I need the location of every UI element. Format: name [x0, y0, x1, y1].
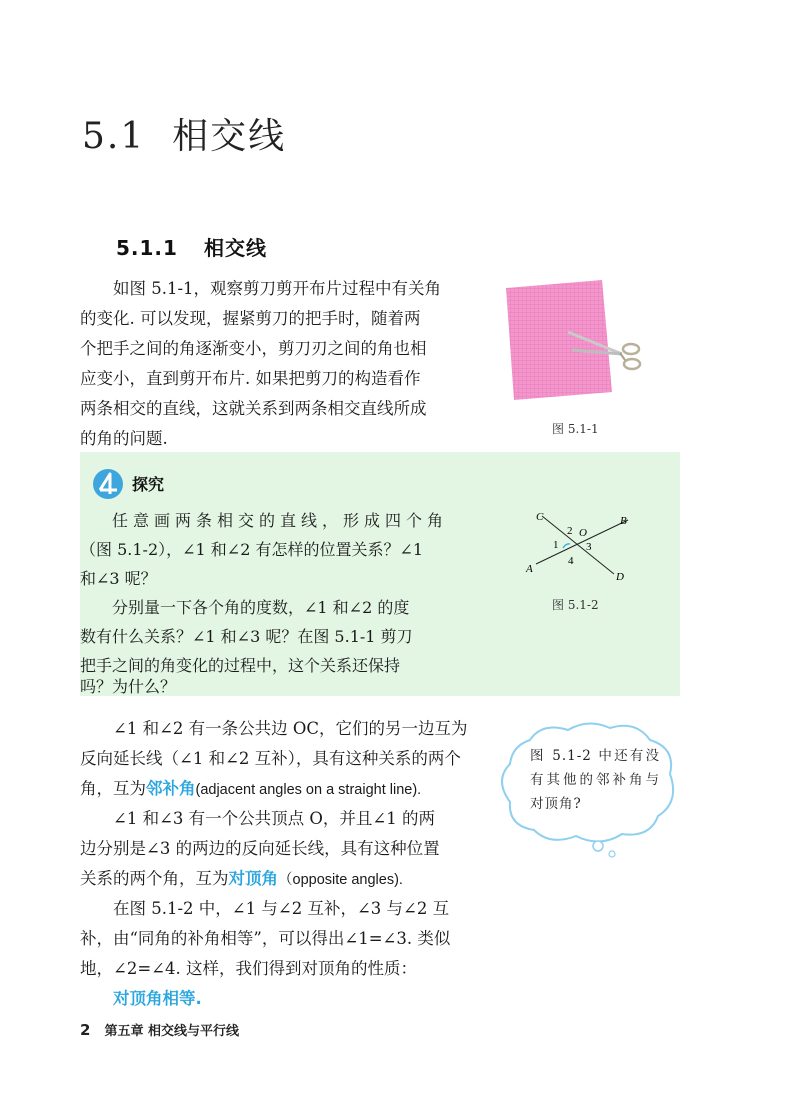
- subsection-title: [116, 232, 267, 261]
- angle-4-label: 4: [568, 555, 574, 567]
- term-adjacent-angles: 邻补角: [146, 779, 196, 798]
- point-c-label: C: [536, 511, 544, 523]
- explore-p2-line-4: 吗？为什么？: [80, 677, 177, 696]
- point-d-label: D: [616, 571, 624, 583]
- p1-line-1: ∠1 和∠2 有一条公共边 OC，它们的另一边互为: [113, 719, 468, 738]
- term-adjacent-angles-en: (adjacent angles on a straight line).: [195, 782, 422, 798]
- p2-line-1: ∠1 和∠3 有一个公共顶点 O，并且∠1 的两: [113, 809, 435, 828]
- explore-p2-line-2: 数有什么关系？∠1 和∠3 呢？在图 5.1-1 剪刀: [80, 627, 413, 646]
- explore-p2-line-1: 分别量一下各个角的度数，∠1 和∠2 的度: [112, 598, 410, 617]
- figure2-caption: 图 5.1-2: [552, 598, 599, 612]
- angle-1-label: 1: [553, 539, 559, 551]
- p3-line-3: 地，∠2=∠4. 这样，我们得到对顶角的性质：: [80, 959, 417, 978]
- explore-p2-line-3: 把手之间的角变化的过程中，这个关系还保持: [80, 656, 401, 675]
- chapter-title: 第五章 相交线与平行线: [104, 1024, 239, 1039]
- intro-line-5: 两条相交的直线，这就关系到两条相交直线所成: [80, 399, 427, 418]
- page-number: 2: [80, 1021, 91, 1039]
- point-a-label: A: [526, 563, 533, 575]
- explore-icon: [92, 468, 124, 500]
- p2-line-3-text: 关系的两个角，互为: [80, 869, 229, 888]
- intro-line-1: 如图 5.1-1，观察剪刀剪开布片过程中有关角: [113, 279, 442, 298]
- subsection-number: 5.1.1: [116, 236, 178, 260]
- section-heading: 相交线: [172, 116, 287, 157]
- explore-line-1: [80, 506, 470, 535]
- property-statement: 对顶角相等.: [113, 989, 202, 1008]
- intro-paragraph: [80, 274, 470, 454]
- p2-line-2: 边分别是∠3 的两边的反向延长线，具有这种位置: [80, 839, 440, 858]
- p1-line-3: [80, 774, 470, 805]
- explore-line-4: [80, 593, 470, 622]
- cloud-note: 图 5.1-2 中还有没有其他的邻补角与对顶角?: [530, 748, 660, 812]
- explore-p1-line-2: （图 5.1-2），∠1 和∠2 有怎样的位置关系？∠1: [80, 540, 424, 559]
- figure1-caption: 图 5.1-1: [552, 422, 599, 436]
- section-title: [82, 108, 286, 159]
- p3-line-2: 补，由“同角的补角相等”，可以得出∠1=∠3. 类似: [80, 929, 451, 948]
- angle-3-label: 3: [586, 541, 592, 553]
- intro-line-2: 的变化. 可以发现，握紧剪刀的把手时，随着两: [80, 309, 421, 328]
- intro-line-3: 个把手之间的角逐渐变小，剪刀刃之间的角也相: [80, 339, 427, 358]
- p1-line-2: 反向延长线（∠1 和∠2 互补），具有这种关系的两个: [80, 749, 461, 768]
- explore-p1-line-1: 任意画两条相交的直线，形成四个角: [112, 511, 449, 530]
- body-paragraph-1: [80, 714, 470, 805]
- section-number: 5.1: [82, 116, 146, 157]
- p3-line-1: 在图 5.1-2 中，∠1 与∠2 互补，∠3 与∠2 互: [113, 899, 450, 918]
- explore-p1-line-3: 和∠3 呢？: [80, 569, 157, 588]
- point-o-label: O: [579, 527, 587, 539]
- explore-title: 探究: [132, 475, 165, 494]
- subsection-heading: 相交线: [203, 236, 267, 260]
- intro-line-4: 应变小，直到剪开布片. 如果把剪刀的构造看作: [80, 369, 421, 388]
- p1-line-3-text: 角，互为: [80, 779, 146, 798]
- body-paragraph-2: [80, 804, 470, 895]
- page-footer: [80, 1020, 239, 1039]
- intro-line-6: 的角的问题.: [80, 429, 168, 448]
- term-opposite-angles: 对顶角: [228, 869, 278, 888]
- intersecting-lines-figure: [522, 506, 632, 586]
- p2-line-3: [80, 864, 470, 895]
- term-opposite-angles-en: （opposite angles).: [278, 872, 403, 888]
- cloth-shape: [506, 280, 612, 400]
- angle-2-label: 2: [567, 525, 573, 537]
- body-paragraph-3: [80, 894, 470, 1014]
- scissors-cloth-figure: [502, 280, 652, 400]
- point-b-label: B: [620, 515, 627, 527]
